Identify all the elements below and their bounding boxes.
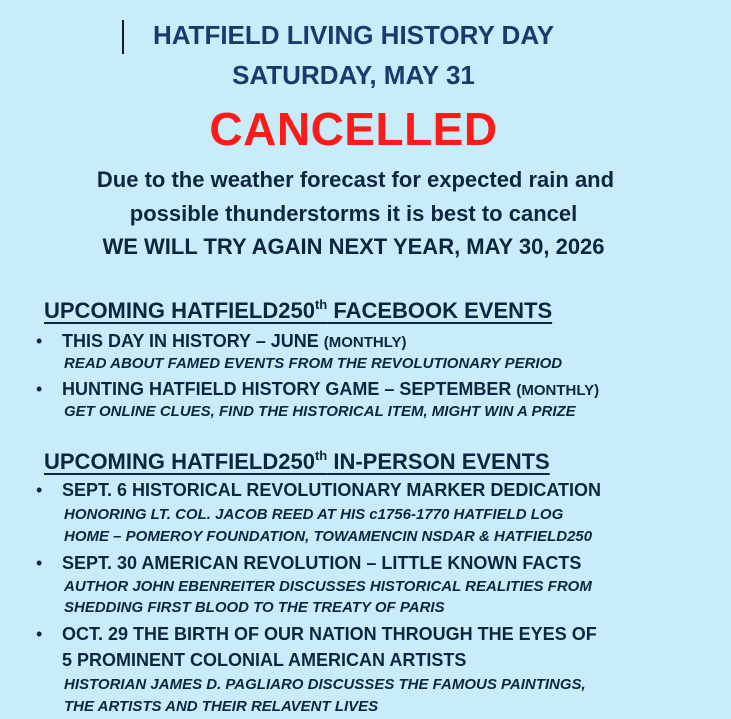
item-title: HUNTING HATFIELD HISTORY GAME – SEPTEMBER (MONTHLY) [62,379,600,399]
item-title: SEPT. 30 AMERICAN REVOLUTION – LITTLE KNOWN FACTS [62,553,582,573]
facebook-events-heading: UPCOMING HATFIELD250th FACEBOOK EVENTS [44,297,553,323]
bullet-icon: • [36,553,43,573]
message-line-3: WE WILL TRY AGAIN NEXT YEAR, MAY 30, 2026 [102,234,605,259]
item-description: SHEDDING FIRST BLOOD TO THE TREATY OF PARIS [64,599,445,616]
event-date: SATURDAY, MAY 31 [232,60,475,90]
bullet-icon: • [36,379,43,399]
item-title-continued: 5 PROMINENT COLONIAL AMERICAN ARTISTS [62,650,467,670]
bullet-icon: • [36,624,43,644]
item-description: AUTHOR JOHN EBENREITER DISCUSSES HISTORICAL REALITIES FROM [64,578,592,595]
item-description: THE ARTISTS AND THEIR RELAVENT LIVES [64,698,379,715]
item-description: GET ONLINE CLUES, FIND THE HISTORICAL ITEM, MIGHT WIN A PRIZE [64,403,576,420]
item-description: HOME – POMEROY FOUNDATION, TOWAMENCIN NSDAR & HATFIELD250 [64,528,593,545]
item-title: THIS DAY IN HISTORY – JUNE (MONTHLY) [62,331,407,351]
message-line-1: Due to the weather forecast for expected rain and [96,167,615,192]
item-description: HISTORIAN JAMES D. PAGLIARO DISCUSSES THE FAMOUS PAINTINGS, [64,676,586,693]
bullet-icon: • [36,331,43,351]
message-line-2: possible thunderstorms it is best to cancel [129,201,578,226]
item-description: HONORING LT. COL. JACOB REED AT HIS c1756-1770 HATFIELD LOG [64,506,564,523]
cancelled-banner: CANCELLED [209,103,498,155]
item-title: OCT. 29 THE BIRTH OF OUR NATION THROUGH THE EYES OF [62,624,597,644]
inperson-events-heading: UPCOMING HATFIELD250th IN-PERSON EVENTS [44,448,550,474]
event-title: HATFIELD LIVING HISTORY DAY [152,20,555,50]
item-description: READ ABOUT FAMED EVENTS FROM THE REVOLUTIONARY PERIOD [64,355,563,372]
item-title: SEPT. 6 HISTORICAL REVOLUTIONARY MARKER DEDICATION [62,480,602,500]
bullet-icon: • [36,480,43,500]
